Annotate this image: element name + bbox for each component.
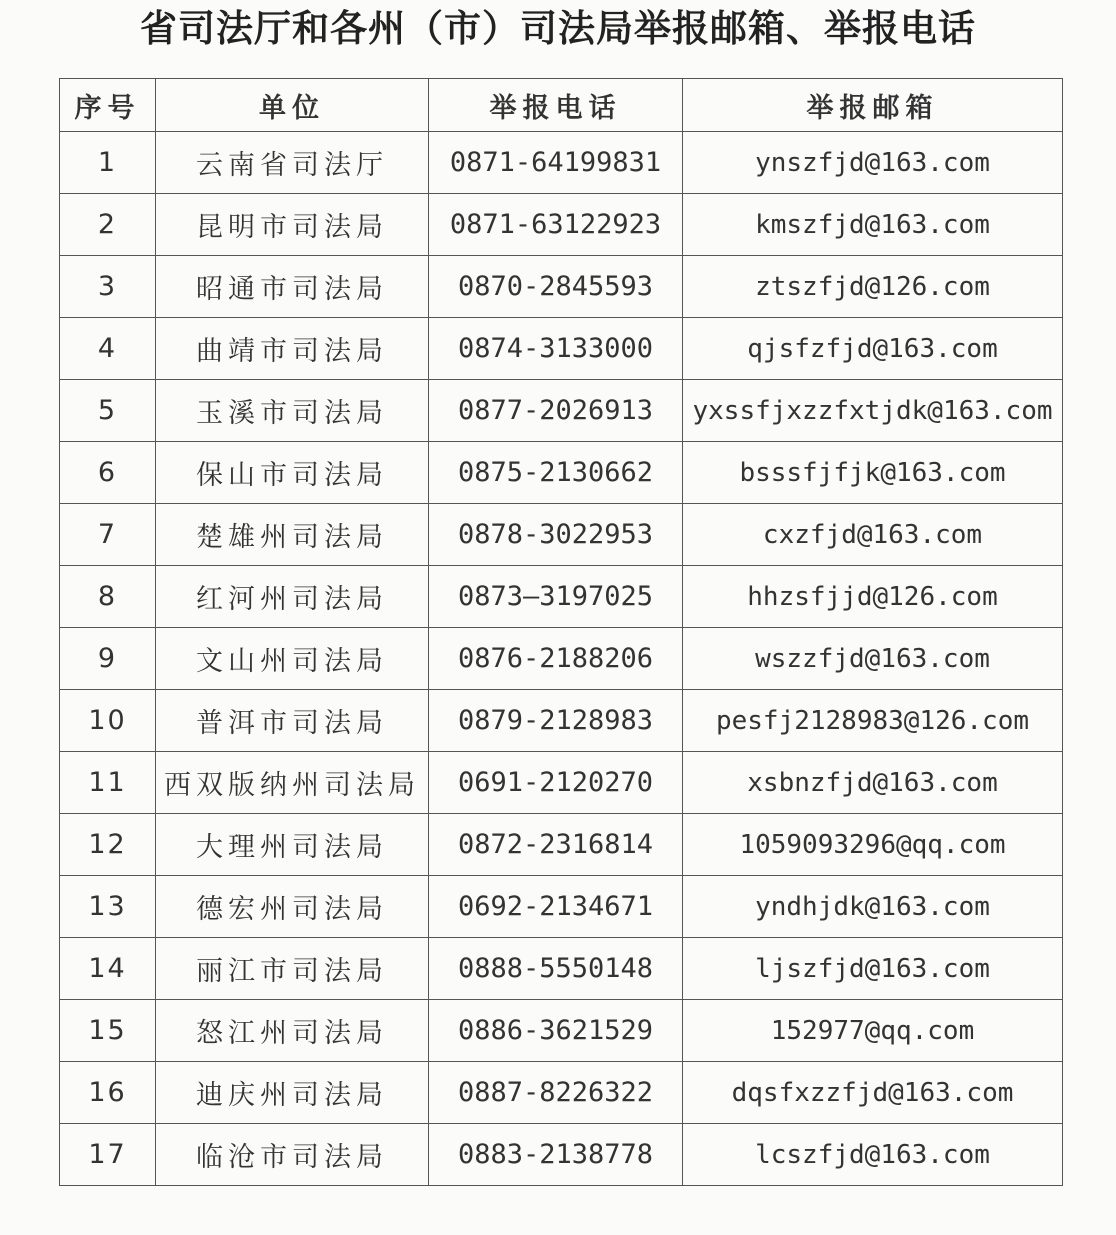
table-row [60, 380, 1063, 442]
table-row [60, 876, 1063, 938]
cell-email: dqsfxzzfjd@163.com [683, 1062, 1063, 1124]
cell-phone: 0876-2188206 [429, 628, 683, 690]
cell-phone: 0878-3022953 [429, 504, 683, 566]
cell-unit: 曲靖市司法局 [156, 318, 429, 380]
cell-phone: 0871-64199831 [429, 132, 683, 194]
table-row [60, 256, 1063, 318]
cell-unit: 昭通市司法局 [156, 256, 429, 318]
cell-email: kmszfjd@163.com [683, 194, 1063, 256]
cell-phone: 0888-5550148 [429, 938, 683, 1000]
table-row [60, 132, 1063, 194]
cell-email: hhzsfjjd@126.com [683, 566, 1063, 628]
cell-email: cxzfjd@163.com [683, 504, 1063, 566]
cell-seq: 16 [60, 1062, 156, 1124]
cell-email: bsssfjfjk@163.com [683, 442, 1063, 504]
table-row [60, 504, 1063, 566]
cell-seq: 17 [60, 1124, 156, 1186]
cell-seq: 8 [60, 566, 156, 628]
cell-seq: 3 [60, 256, 156, 318]
cell-unit: 玉溪市司法局 [156, 380, 429, 442]
table-row [60, 318, 1063, 380]
table-row [60, 1062, 1063, 1124]
cell-seq: 6 [60, 442, 156, 504]
cell-email: pesfj2128983@126.com [683, 690, 1063, 752]
cell-phone: 0886-3621529 [429, 1000, 683, 1062]
cell-phone: 0870-2845593 [429, 256, 683, 318]
cell-email: yndhjdk@163.com [683, 876, 1063, 938]
cell-email: xsbnzfjd@163.com [683, 752, 1063, 814]
cell-unit: 文山州司法局 [156, 628, 429, 690]
cell-email: qjsfzfjd@163.com [683, 318, 1063, 380]
table-row [60, 814, 1063, 876]
cell-email: yxssfjxzzfxtjdk@163.com [683, 380, 1063, 442]
cell-email: ynszfjd@163.com [683, 132, 1063, 194]
cell-email: ljszfjd@163.com [683, 938, 1063, 1000]
cell-seq: 10 [60, 690, 156, 752]
header-seq: 序号 [60, 79, 156, 132]
table-row [60, 566, 1063, 628]
cell-seq: 13 [60, 876, 156, 938]
cell-phone: 0871-63122923 [429, 194, 683, 256]
header-phone: 举报电话 [429, 79, 683, 132]
cell-seq: 14 [60, 938, 156, 1000]
cell-email: 1059093296@qq.com [683, 814, 1063, 876]
cell-seq: 12 [60, 814, 156, 876]
table-row [60, 194, 1063, 256]
cell-email: lcszfjd@163.com [683, 1124, 1063, 1186]
cell-email: ztszfjd@126.com [683, 256, 1063, 318]
cell-unit: 红河州司法局 [156, 566, 429, 628]
cell-seq: 5 [60, 380, 156, 442]
cell-phone: 0692-2134671 [429, 876, 683, 938]
page-title: 省司法厅和各州（市）司法局举报邮箱、举报电话 [140, 7, 976, 50]
cell-email: 152977@qq.com [683, 1000, 1063, 1062]
table-row [60, 938, 1063, 1000]
cell-unit: 楚雄州司法局 [156, 504, 429, 566]
cell-unit: 西双版纳州司法局 [156, 752, 429, 814]
table-row [60, 442, 1063, 504]
cell-seq: 9 [60, 628, 156, 690]
table-row [60, 690, 1063, 752]
cell-unit: 保山市司法局 [156, 442, 429, 504]
cell-seq: 1 [60, 132, 156, 194]
cell-seq: 15 [60, 1000, 156, 1062]
cell-phone: 0877-2026913 [429, 380, 683, 442]
table-row [60, 1000, 1063, 1062]
cell-unit: 临沧市司法局 [156, 1124, 429, 1186]
cell-unit: 德宏州司法局 [156, 876, 429, 938]
cell-phone: 0874-3133000 [429, 318, 683, 380]
cell-phone: 0883-2138778 [429, 1124, 683, 1186]
cell-seq: 7 [60, 504, 156, 566]
header-unit: 单位 [156, 79, 429, 132]
cell-seq: 11 [60, 752, 156, 814]
report-contact-table [59, 78, 1063, 1186]
cell-unit: 怒江州司法局 [156, 1000, 429, 1062]
cell-phone: 0691-2120270 [429, 752, 683, 814]
cell-unit: 大理州司法局 [156, 814, 429, 876]
cell-phone: 0887-8226322 [429, 1062, 683, 1124]
cell-unit: 昆明市司法局 [156, 194, 429, 256]
cell-seq: 2 [60, 194, 156, 256]
cell-unit: 云南省司法厅 [156, 132, 429, 194]
cell-email: wszzfjd@163.com [683, 628, 1063, 690]
cell-phone: 0879-2128983 [429, 690, 683, 752]
table-row [60, 1124, 1063, 1186]
table-header-row [60, 79, 1063, 132]
table-row [60, 628, 1063, 690]
cell-unit: 丽江市司法局 [156, 938, 429, 1000]
cell-seq: 4 [60, 318, 156, 380]
cell-unit: 普洱市司法局 [156, 690, 429, 752]
cell-phone: 0872-2316814 [429, 814, 683, 876]
header-email: 举报邮箱 [683, 79, 1063, 132]
table-body [60, 132, 1063, 1186]
cell-phone: 0873—3197025 [429, 566, 683, 628]
table-row [60, 752, 1063, 814]
cell-unit: 迪庆州司法局 [156, 1062, 429, 1124]
cell-phone: 0875-2130662 [429, 442, 683, 504]
